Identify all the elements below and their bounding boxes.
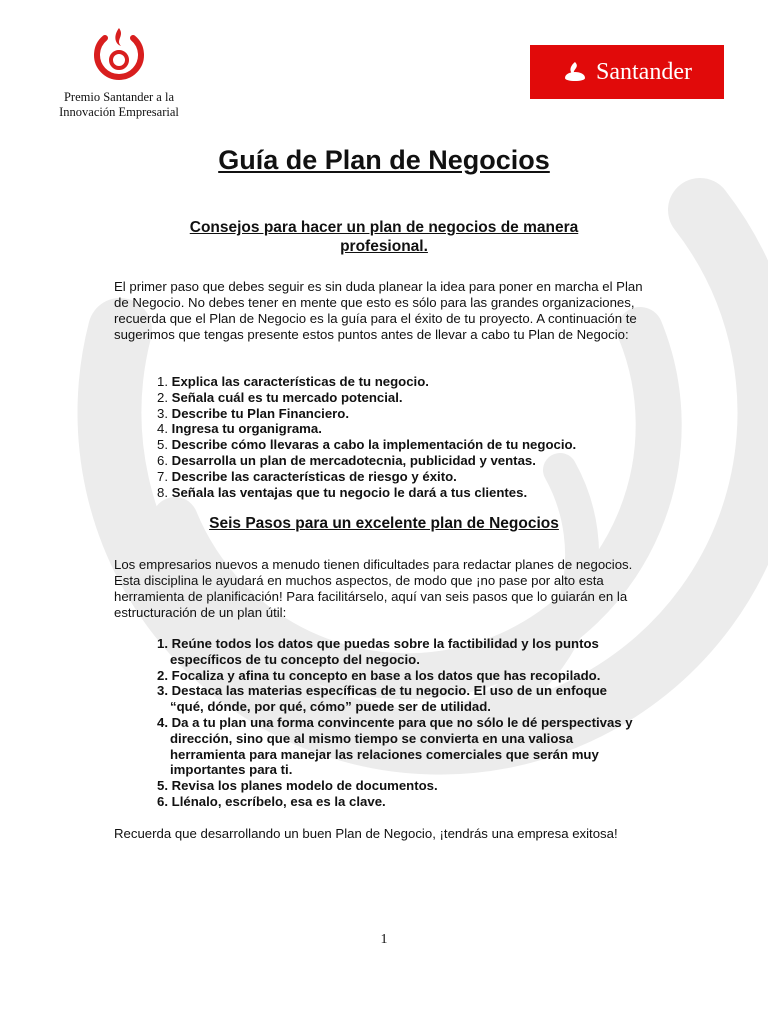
logo-caption-line1: Premio Santander a la	[63, 90, 175, 104]
tips-list	[157, 374, 637, 500]
list-item: 1. Explica las características de tu negocio.	[157, 374, 429, 389]
list-item: 1. Reúne todos los datos que puedas sobre la factibilidad y los puntos específicos de tu concepto del negocio.	[157, 636, 599, 667]
premio-santander-logo	[44, 24, 194, 120]
list-item: 2. Focaliza y afina tu concepto en base a los datos que has recopilado.	[157, 667, 601, 683]
flame-ring-icon	[91, 24, 147, 86]
list-item: 4. Ingresa tu organigrama.	[157, 421, 322, 437]
santander-wordmark: Santander	[596, 58, 692, 85]
steps-list	[157, 636, 637, 810]
list-item: 6. Desarrolla un plan de mercadotecnia, publicidad y ventas.	[157, 452, 536, 468]
list-item: 6. Llénalo, escríbelo, esa es la clave.	[157, 793, 386, 809]
page-number: 1	[380, 932, 388, 947]
logo-caption-line2: Innovación Empresarial	[59, 105, 179, 119]
list-item: 7. Describe las características de riesgo y éxito.	[157, 468, 457, 484]
list-item: 2. Señala cuál es tu mercado potencial.	[157, 389, 403, 405]
section2-paragraph: Los empresarios nuevos a menudo tienen dificultades para redactar planes de negocios. Esta disciplina le ayudará en muchos aspectos, de modo que ¡no pase por alto esta herramienta de planificación! Para facilitárselo, aquí van seis pasos que lo guiarán en la estructuración de un plan útil:	[114, 557, 633, 620]
list-item: 5. Describe cómo llevaras a cabo la implementación de tu negocio.	[157, 437, 577, 453]
list-item: 5. Revisa los planes modelo de documentos.	[157, 778, 438, 794]
section-heading: Seis Pasos para un excelente plan de Negocios	[209, 515, 559, 532]
santander-logo	[530, 45, 724, 99]
closing-paragraph: Recuerda que desarrollando un buen Plan de Negocio, ¡tendrás una empresa exitosa!	[114, 826, 618, 841]
list-item: 3. Describe tu Plan Financiero.	[157, 405, 350, 421]
santander-flame-icon	[562, 60, 588, 84]
section-subtitle: Consejos para hacer un plan de negocios de manera profesional.	[189, 219, 579, 255]
intro-paragraph: El primer paso que debes seguir es sin duda planear la idea para poner en marcha el Plan de Negocio. No debes tener en mente que esto es sólo para las grandes organizaciones, recuerda que el Plan de Negocio es la guía para el éxito de tu proyecto. A continuación te sugerimos que tengas presente estos puntos antes de llevar a cabo tu Plan de Negocio:	[114, 279, 643, 342]
list-item: 3. Destaca las materias específicas de tu negocio. El uso de un enfoque “qué, dónde, por qué, cómo” puede ser de utilidad.	[157, 683, 607, 715]
list-item: 8. Señala las ventajas que tu negocio le dará a tus clientes.	[157, 484, 528, 500]
page-title: Guía de Plan de Negocios	[218, 145, 550, 175]
list-item: 4. Da a tu plan una forma convincente para que no sólo le dé perspectivas y dirección, sino que al mismo tiempo se convierta en una valiosa herramienta para manejar las relaciones comerciales que serán muy importantes para ti.	[157, 714, 633, 778]
